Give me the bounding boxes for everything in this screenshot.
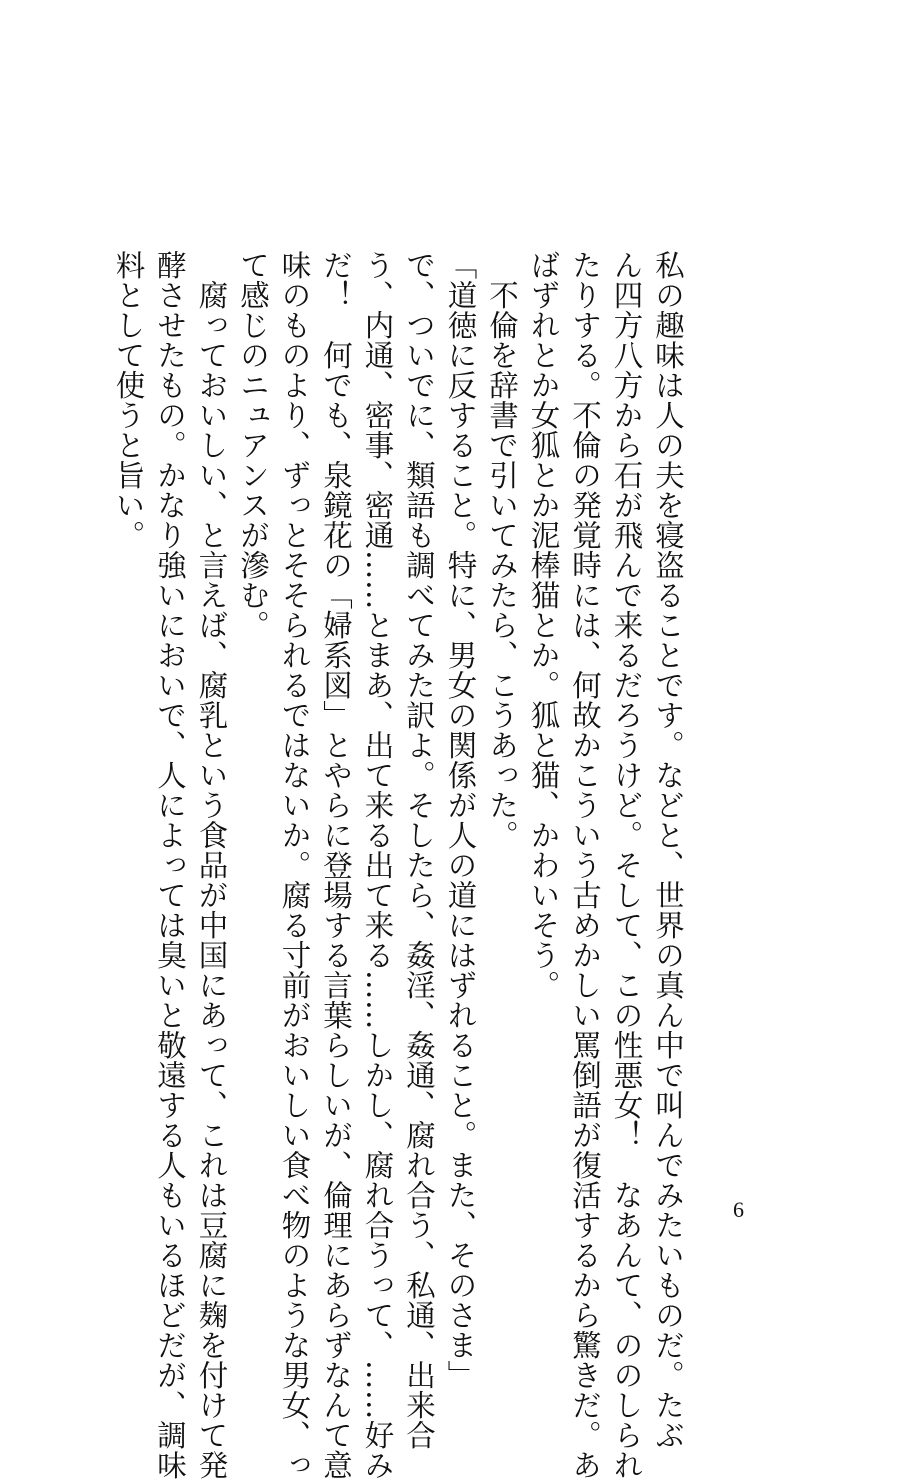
page-number: 6	[733, 1197, 744, 1222]
text-line: ばずれとか女狐とか泥棒猫とか。狐と猫、かわいそう。	[526, 250, 561, 1000]
text-line: 酵させたもの。かなり強いにおいで、人によっては臭いと敬遠する人もいるほどだが、調味	[153, 250, 187, 1480]
text-line: て感じのニュアンスが滲む。	[236, 250, 270, 640]
text-line: だ！ 何でも、泉鏡花の「婦系図」とやらに登場する言葉らしいが、倫理にあらずなんて意	[319, 250, 353, 1480]
text-line: う、内通、密事、密通……とまあ、出て来る出て来る……しかし、腐れ合うって、……好み	[360, 250, 395, 1480]
text-line: たりする。不倫の発覚時には、何故かこういう古めかしい罵倒語が復活するから驚きだ。あ	[568, 250, 602, 1480]
text-line: 腐っておいしい、と言えば、腐乳という食品が中国にあって、これは豆腐に麹を付けて発	[194, 250, 229, 1480]
text-line: 料として使うと旨い。	[111, 250, 146, 550]
text-line: ん四方八方から石が飛んで来るだろうけど。そして、この性悪女！ なあんて、ののしられ	[609, 250, 644, 1480]
text-line: 「道徳に反すること。特に、男女の関係が人の道にはずれること。また、そのさま」	[443, 250, 478, 1390]
vertical-text-block	[107, 250, 688, 1480]
text-line: 私の趣味は人の夫を寝盗ることです。などと、世界の真ん中で叫んでみたいものだ。たぶ	[651, 250, 685, 1450]
text-line: 不倫を辞書で引いてみたら、こうあった。	[485, 250, 519, 850]
text-line: で、ついでに、類語も調べてみた訳よ。そしたら、姦淫、姦通、腐れ合う、私通、出来合	[402, 250, 436, 1450]
text-line: 味のものより、ずっとそそられるではないか。腐る寸前がおいしい食べ物のような男女、っ	[277, 250, 312, 1480]
